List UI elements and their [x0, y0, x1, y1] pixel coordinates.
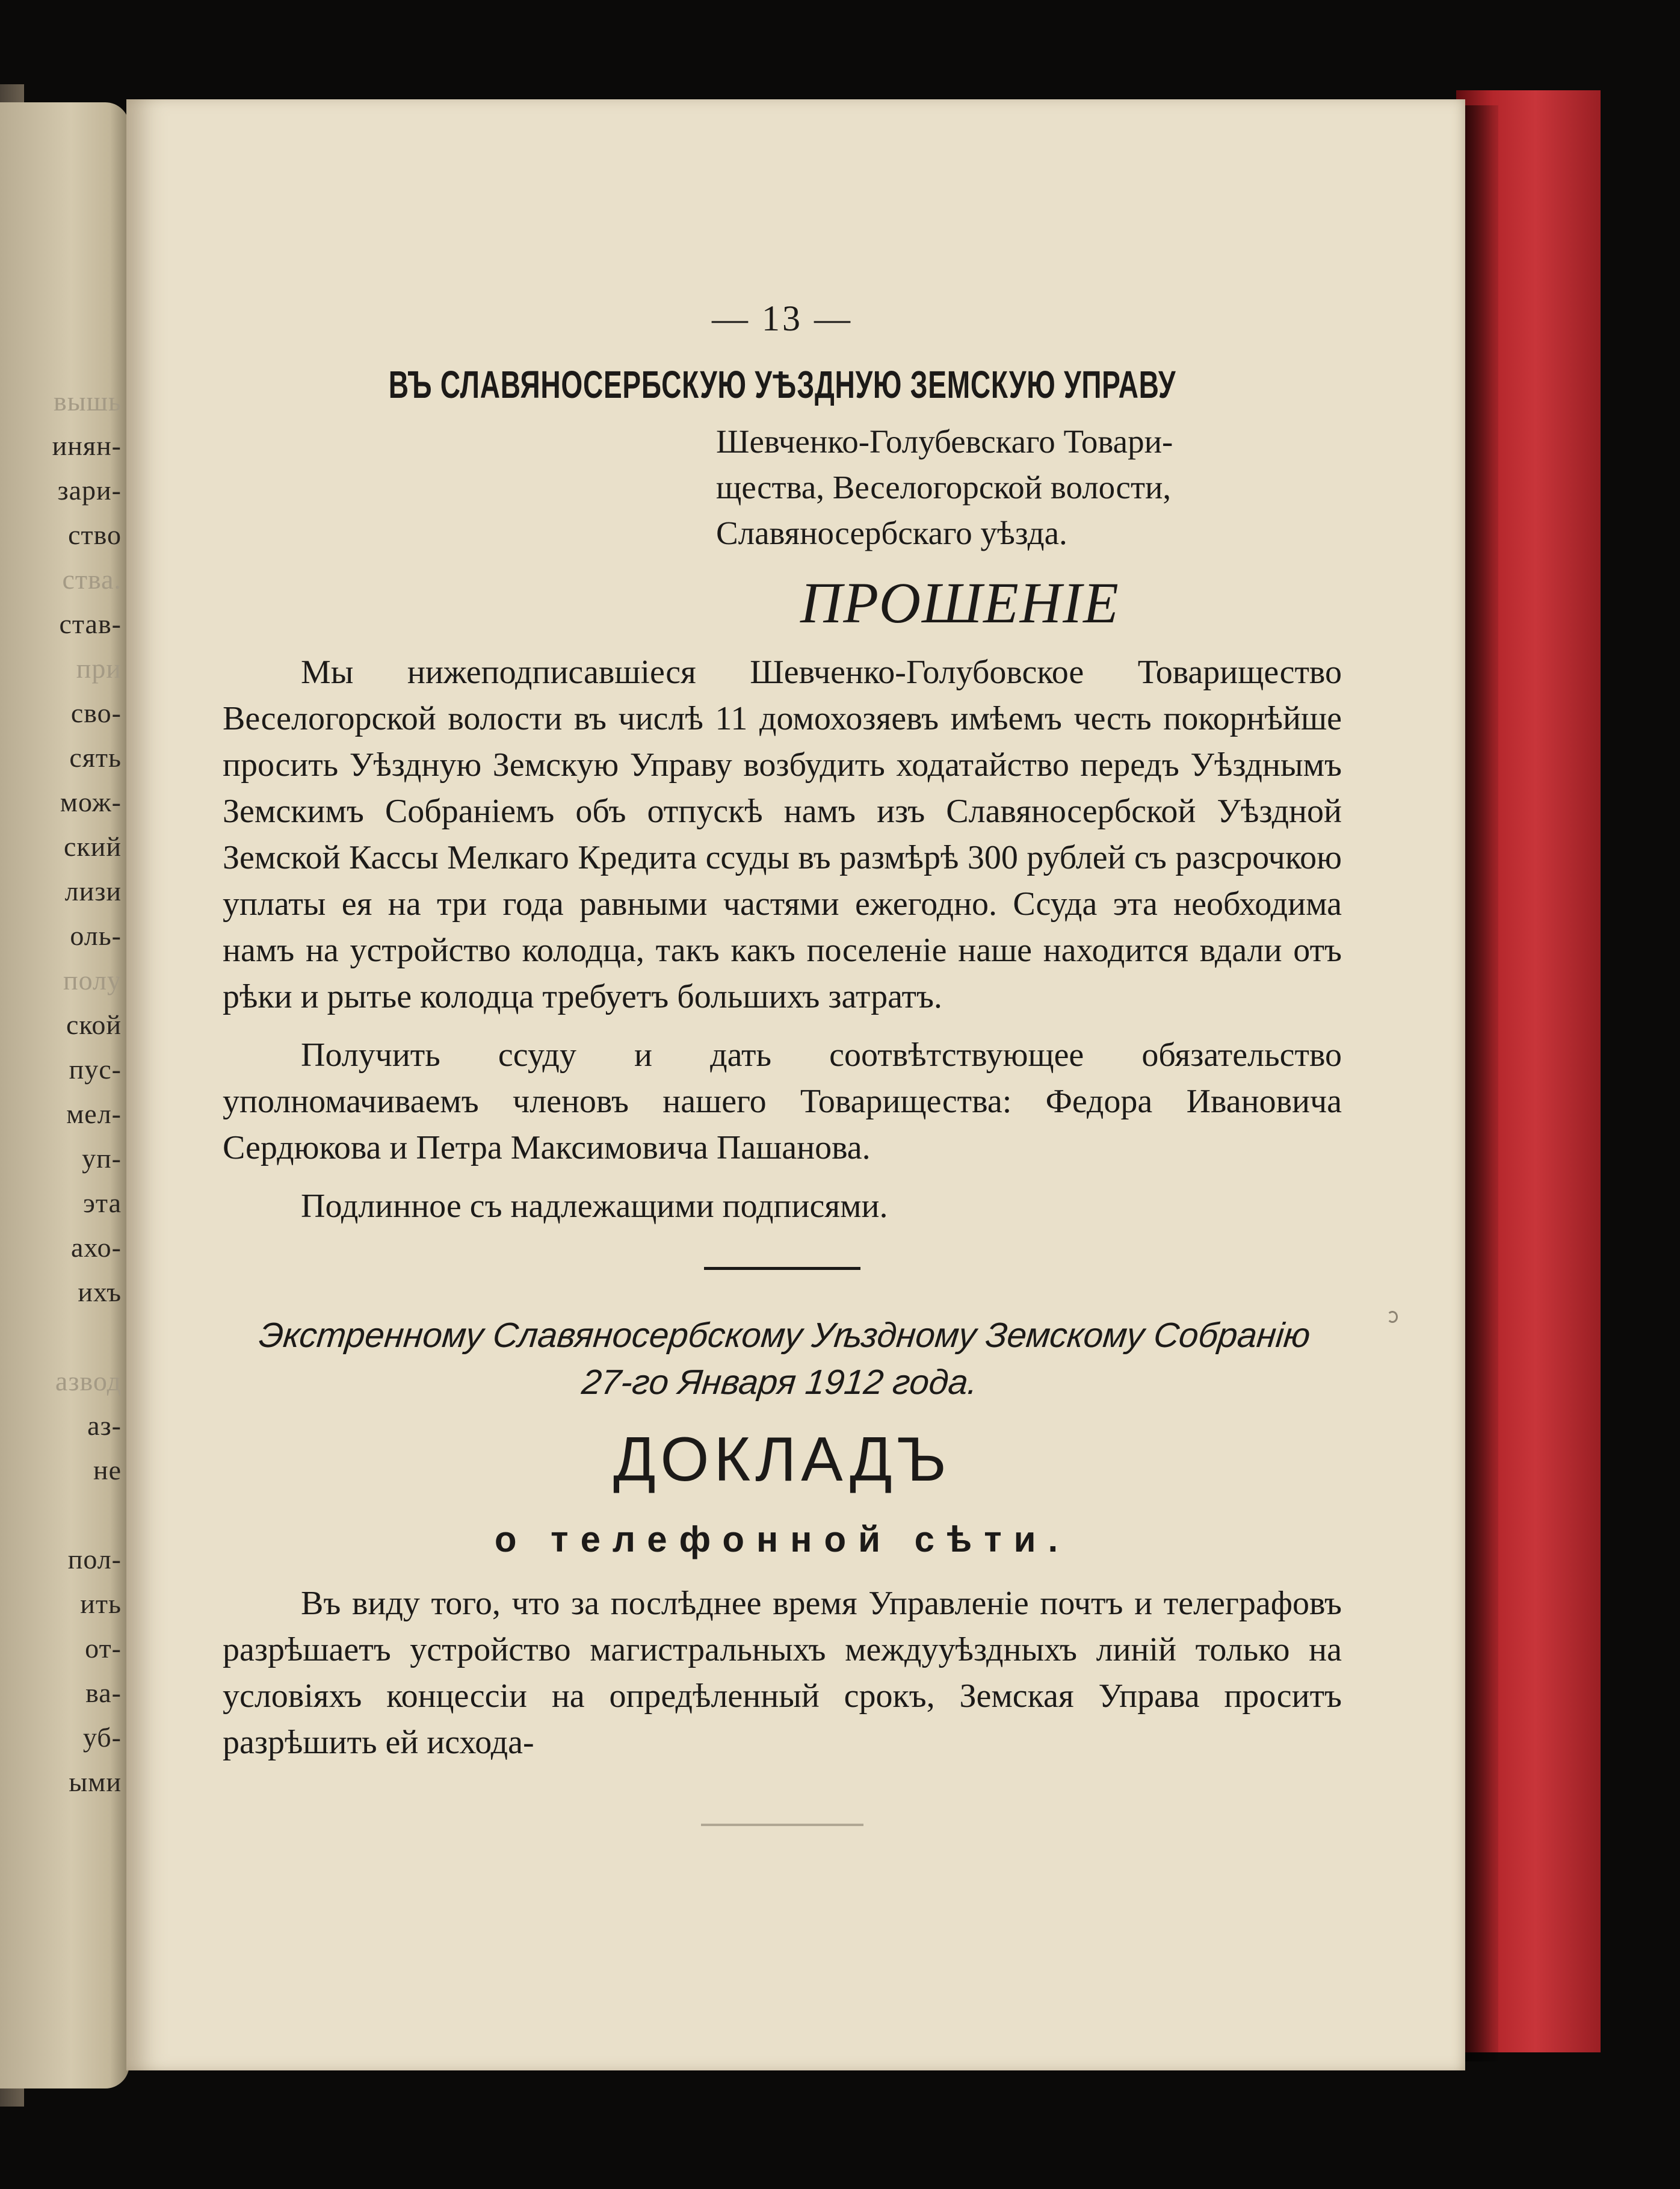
previous-page-fragment: уп- [82, 1143, 122, 1174]
petition-addressee: ВЪ СЛАВЯНОСЕРБСКУЮ УѢЗДНУЮ ЗЕМСКУЮ УПРАВУ [388, 363, 1176, 406]
previous-page-fragment: ства. [62, 564, 122, 595]
previous-page-fragment: инян- [52, 430, 122, 461]
previous-page-fragment: ахо- [71, 1232, 122, 1263]
previous-page-fragment: зари- [57, 475, 122, 506]
previous-page-fragment: ихъ [78, 1277, 122, 1307]
previous-page-fragment: ство [68, 519, 122, 550]
sender-line: щества, Веселогорской волости, [716, 469, 1172, 506]
previous-page-fragment: при [76, 653, 122, 684]
sender-line: Славяносербскаго уѣзда. [716, 515, 1067, 551]
previous-page-text-fragments [0, 102, 126, 2088]
previous-page-fragment: ский [64, 831, 122, 862]
previous-page-fragment: лизи [64, 876, 122, 906]
report-title: ДОКЛАДЪ [613, 1425, 951, 1494]
previous-page-fragment: ыми [69, 1766, 122, 1797]
petition-sender [716, 419, 1342, 556]
previous-page-fragment: ва- [85, 1677, 122, 1708]
authorization-paragraph: Получить ссуду и дать соотвѣтствующее обязательство уполномачиваемъ членовъ нашего Товарищества: Федора Ивановича Сердюкова и Петра Максимовича Пашанова. [223, 1036, 1342, 1166]
bottom-divider [701, 1824, 863, 1826]
previous-page-fragment: ской [66, 1009, 122, 1040]
previous-page-fragment: пус- [69, 1054, 122, 1085]
assembly-heading [218, 1312, 1347, 1406]
previous-page-fragment: мож- [60, 787, 122, 817]
petition-body-paragraph: Мы нижеподписавшіеся Шевченко-Голубовское Товарищество Веселогорской волости въ числѣ 11 домохозяевъ имѣемъ честь покорнѣйше просить Уѣздную Земскую Управу возбудить ходатайство передъ Уѣзднымъ Земскимъ Собраніемъ объ отпускѣ намъ изъ Славяносербской Уѣздной Земской Кассы Мелкаго Кредита ссуды въ размѣрѣ 300 рублей съ разсрочкою уплаты ея на три года равными частями ежегодно. Ссуда эта необходима намъ на устройство колодца, такъ какъ поселеніе наше находится вдали отъ рѣки и рытье колодца требуетъ большихъ затратъ. [223, 654, 1342, 1015]
previous-page-fragment: сво- [70, 698, 122, 728]
sender-line: Шевченко-Голубевскаго Товари- [716, 423, 1173, 460]
signature-note: Подлинное съ надлежащими подписями. [301, 1187, 888, 1225]
assembly-line: 27-го Января 1912 года. [579, 1363, 980, 1402]
previous-page-fragment: сять [69, 742, 122, 773]
petition-title: ПРОШЕНІЕ [800, 571, 1120, 635]
section-divider [704, 1267, 860, 1270]
previous-page-fragment: мел- [66, 1098, 122, 1129]
book-page [126, 99, 1465, 2070]
previous-page-fragment: эта [83, 1187, 122, 1218]
previous-page-fragment: аз- [87, 1410, 122, 1441]
assembly-line: Экстренному Славяносербскому Уѣздному Земскому Собранію [257, 1316, 1312, 1355]
previous-page-edge [0, 102, 129, 2088]
previous-page-fragment: ить [80, 1588, 122, 1619]
previous-page-fragment: не [93, 1455, 122, 1485]
previous-page-fragment: от- [85, 1633, 122, 1664]
report-subtitle: о телефонной сѣти. [494, 1519, 1070, 1559]
page-number: — 13 — [712, 299, 853, 338]
previous-page-fragment: вышь [53, 386, 122, 416]
previous-page-fragment: оль- [70, 920, 122, 951]
previous-page-fragment: азвод [55, 1366, 122, 1396]
report-body-paragraph: Въ виду того, что за послѣднее время Управленіе почтъ и телеграфовъ разрѣшаетъ устройство магистральныхъ междууѣздныхъ линій только на условіяхъ концессіи на опредѣленный срокъ, Земская Управа проситъ разрѣшить ей исхода- [223, 1585, 1342, 1761]
previous-page-fragment: полу [63, 965, 122, 995]
page-content [223, 298, 1342, 1983]
previous-page-fragment: пол- [67, 1544, 122, 1574]
previous-page-fragment: уб- [82, 1722, 122, 1753]
previous-page-fragment: став- [59, 608, 122, 639]
page-mark [1387, 1311, 1398, 1323]
